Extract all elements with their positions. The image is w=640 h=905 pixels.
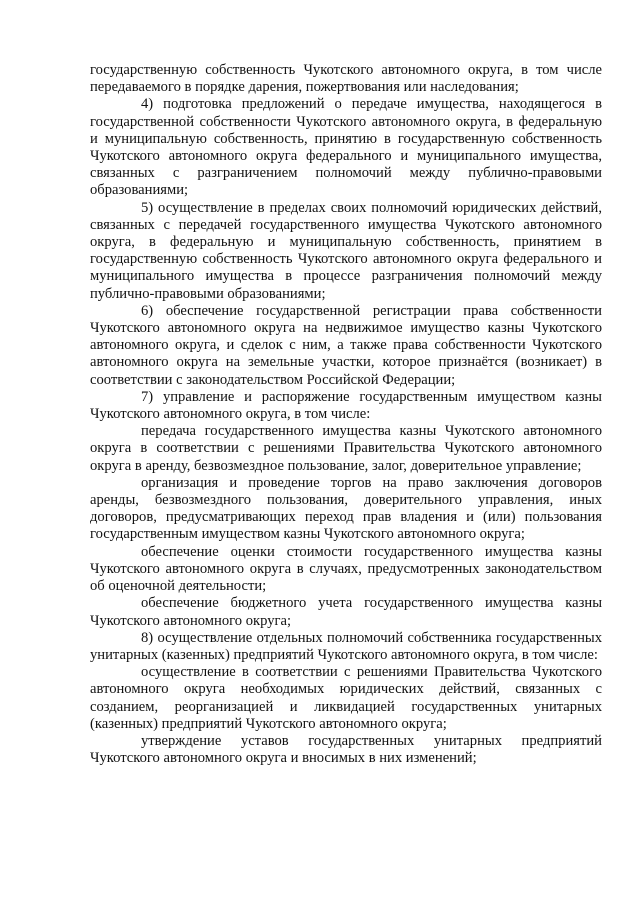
paragraph-item-7-auctions: организация и проведение торгов на право заключения договоров аренды, безвозмездного пользования, доверительного управления, иных договоров, предусматривающих переход прав владения и (или) пользования государственным имуществом казны Чукотского автономного округа; bbox=[90, 474, 602, 543]
paragraph-item-5: 5) осуществление в пределах своих полномочий юридических действий, связанных с передачей государственного имущества Чукотского автономного округа, в федеральную и муниципальную собственность, принятием в государственную собственность Чукотского автономного округа федерального и муниципального имущества в процессе разграничения полномочий между публично-правовыми образованиями; bbox=[90, 199, 602, 302]
paragraph-item-7-valuation: обеспечение оценки стоимости государственного имущества казны Чукотского автономного округа в случаях, предусмотренных законодательством об оценочной деятельности; bbox=[90, 543, 602, 595]
paragraph-item-7: 7) управление и распоряжение государственным имуществом казны Чукотского автономного округа, в том числе: bbox=[90, 388, 602, 423]
paragraph-continuation: государственную собственность Чукотского автономного округа, в том числе передаваемого в порядке дарения, пожертвования или наследования; bbox=[90, 62, 602, 96]
paragraph-item-8-charters: утверждение уставов государственных унитарных предприятий Чукотского автономного округа и вносимых в них изменений; bbox=[90, 732, 602, 767]
paragraph-item-8-legal-actions: осуществление в соответствии с решениями Правительства Чукотского автономного округа необходимых юридических действий, связанных с созданием, реорганизацией и ликвидацией государственных унитарных (казенных) предприятий Чукотского автономного округа; bbox=[90, 664, 602, 732]
paragraph-item-4: 4) подготовка предложений о передаче имущества, находящегося в государственной собственности Чукотского автономного округа, в федеральную и муниципальную собственность, принятию в государственную собственность Чукотского автономного округа федерального и муниципального имущества, связанных с разграничением полномочий между публично-правовыми образованиями; bbox=[90, 96, 602, 199]
paragraph-item-8: 8) осуществление отдельных полномочий собственника государственных унитарных (казенных) предприятий Чукотского автономного округа, в том числе: bbox=[90, 629, 602, 663]
paragraph-item-7-accounting: обеспечение бюджетного учета государственного имущества казны Чукотского автономного округа; bbox=[90, 595, 602, 629]
paragraph-item-6: 6) обеспечение государственной регистрации права собственности Чукотского автономного округа на недвижимое имущество казны Чукотского автономного округа, и сделок с ним, а также права собственности Чукотского автономного округа на земельные участки, которое признаётся (возникает) в соответствии с законодательством Российской Федерации; bbox=[90, 302, 602, 388]
document-page bbox=[90, 62, 602, 767]
paragraph-item-7-transfer: передача государственного имущества казны Чукотского автономного округа в соответствии с решениями Правительства Чукотского автономного округа в аренду, безвозмездное пользование, залог, доверительное управление; bbox=[90, 423, 602, 474]
